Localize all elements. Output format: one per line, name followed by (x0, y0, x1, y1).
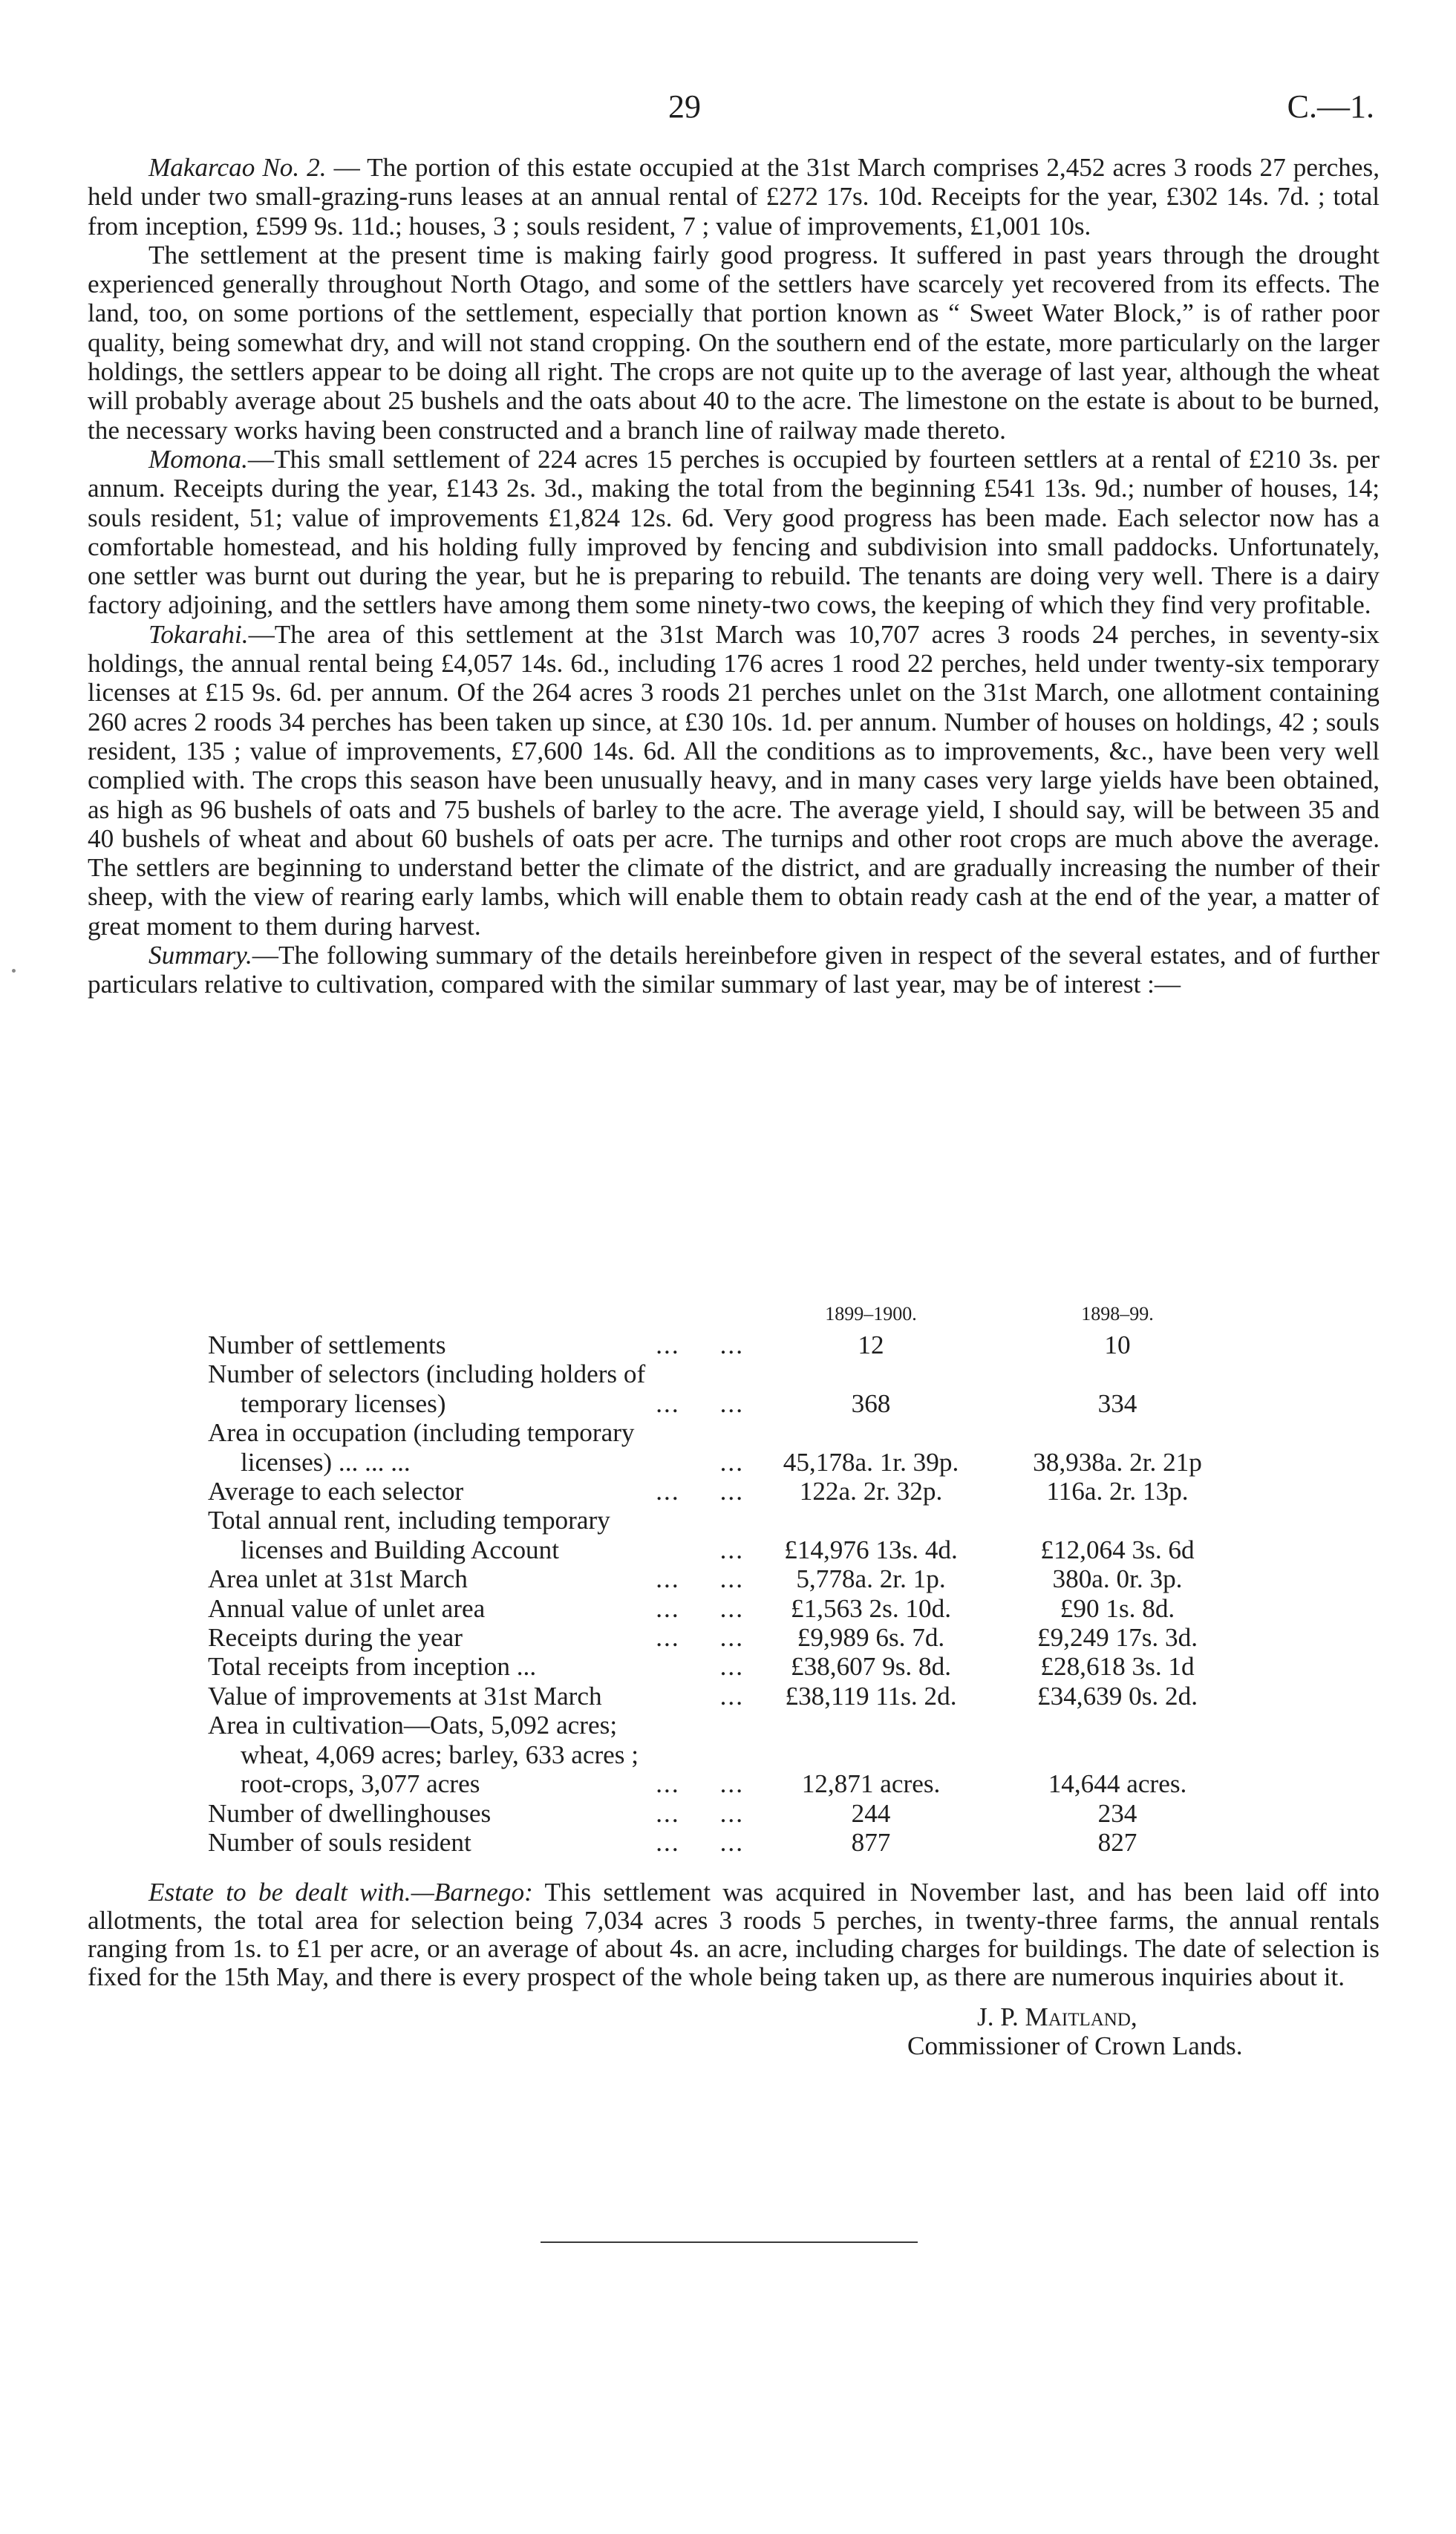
summary-label-line-wrap (208, 1477, 748, 1506)
summary-row (208, 1506, 1233, 1564)
paragraph-text: — The portion of this estate occupied at the 31st March comprises 2,452 acres 3 roods 27 perches, held under two small-grazing-runs leases at an annual rental of £272 17s. 10d. Receipts for the year, £302 14s. 7d. ; total from inception, £599 9s. 11d.; houses, 3 ; souls resident, 7 ; value of improvements, £1,001 10s. (88, 153, 1380, 241)
summary-value-1899-1900: 368 (851, 1388, 891, 1418)
summary-row (208, 1330, 1233, 1359)
signature-name: J. P. Maitland, (977, 2002, 1137, 2031)
summary-label (208, 1682, 748, 1711)
leader-dots: ... ... (656, 1827, 744, 1857)
paragraph-lead: Summary. (148, 941, 252, 970)
summary-label-line-wrap (208, 1799, 748, 1828)
summary-value-1899-1900: 12,871 acres. (801, 1769, 941, 1799)
summary-row (208, 1359, 1233, 1418)
summary-value-1899-1900: 877 (851, 1827, 891, 1857)
summary-label-line-wrap (208, 1564, 748, 1593)
summary-row (208, 1652, 1233, 1681)
summary-table (208, 1298, 1233, 1857)
summary-label-line: root-crops, 3,077 acres (241, 1769, 480, 1799)
summary-label-line: licenses) ... ... ... (241, 1447, 411, 1477)
summary-row (208, 1418, 1233, 1477)
leader-dots: ... (719, 1681, 744, 1711)
paragraph-text: This settlement was acquired in November last, and has been laid off into allotments, the total area for selection being 7,034 acres 3 roods 5 perches, in twenty-three farms, the annual rentals ranging from 1s. to £1 per acre, or an average of about 4s. an acre, including charges for buildings. The date of selection is fixed for the 15th May, and there is every prospect of the whole being taken up, as there are numerous inquiries about it. (88, 1878, 1380, 1991)
summary-label (208, 1330, 748, 1359)
summary-value-1899-1900: £1,563 2s. 10d. (790, 1593, 952, 1623)
leader-dots: ... ... (656, 1330, 744, 1359)
summary-label-line: Number of souls resident (208, 1827, 471, 1857)
summary-value-1899-1900: 45,178a. 1r. 39p. (783, 1447, 959, 1477)
summary-label-line-wrap (208, 1594, 748, 1623)
summary-header-spacer (208, 1298, 748, 1330)
summary-label-line: licenses and Building Account (241, 1535, 560, 1564)
summary-row (208, 1623, 1233, 1652)
summary-value-1898-99: 10 (1104, 1330, 1131, 1359)
leader-dots: ... ... (656, 1769, 744, 1799)
summary-label (208, 1477, 748, 1506)
summary-label (208, 1711, 748, 1798)
summary-label (208, 1652, 748, 1681)
paragraph-tokarahi (88, 620, 1380, 941)
summary-header-row (208, 1298, 1233, 1330)
summary-label (208, 1623, 748, 1652)
summary-label-line: Total annual rent, including temporary (208, 1506, 610, 1535)
summary-row (208, 1594, 1233, 1623)
summary-label-line-wrap (208, 1682, 748, 1711)
paragraph-lead: Makarcao No. 2. (148, 153, 327, 182)
summary-label-line: temporary licenses) (241, 1388, 446, 1418)
summary-label-line-wrap (208, 1623, 748, 1652)
summary-label-line-wrap (208, 1652, 748, 1681)
final-text (88, 1878, 1380, 1991)
summary-value-1899-1900: 12 (858, 1330, 884, 1359)
summary-value-1899-1900: 122a. 2r. 32p. (799, 1477, 943, 1506)
summary-label-line: Number of dwellinghouses (208, 1798, 492, 1828)
paragraph-momona (88, 445, 1380, 620)
column-head-1898-99: 1898–99. (1081, 1303, 1154, 1325)
summary-label-line: Area in occupation (including temporary (208, 1418, 635, 1448)
summary-label (208, 1799, 748, 1828)
summary-value-1899-1900: £14,976 13s. 4d. (784, 1535, 958, 1564)
paragraph-barnego (88, 1878, 1380, 1991)
paragraph-summary-intro (88, 941, 1380, 999)
leader-dots: ... ... (656, 1477, 744, 1506)
summary-label-line: Area in cultivation—Oats, 5,092 acres; (208, 1711, 618, 1740)
summary-value-1898-99: 116a. 2r. 13p. (1046, 1477, 1189, 1506)
summary-row (208, 1711, 1233, 1798)
document-reference: C.—1. (1287, 88, 1374, 125)
leader-dots: ... (719, 1447, 744, 1477)
summary-label (208, 1359, 748, 1418)
leader-dots: ... ... (656, 1798, 744, 1828)
closing-rule (541, 2241, 918, 2243)
summary-value-1899-1900: 244 (851, 1798, 891, 1828)
summary-label-line-wrap (208, 1448, 748, 1477)
summary-label-line-wrap (208, 1389, 748, 1418)
summary-label (208, 1418, 748, 1477)
summary-label-line: Value of improvements at 31st March (208, 1681, 602, 1711)
summary-value-1898-99: 234 (1097, 1798, 1137, 1828)
summary-row (208, 1564, 1233, 1593)
summary-label-line: Annual value of unlet area (208, 1593, 486, 1623)
leader-dots: ... ... (656, 1564, 744, 1594)
paragraph-text: —The following summary of the details hereinbefore given in respect of the several estates, and of further particulars relative to cultivation, compared with the similar summary of last year, may be of interest :— (88, 941, 1380, 999)
summary-label-line: Number of selectors (including holders of (208, 1359, 646, 1389)
summary-value-1898-99: 827 (1097, 1827, 1137, 1857)
paragraph-lead: Estate to be dealt with.—Barnego: (148, 1878, 533, 1907)
summary-value-1898-99: 38,938a. 2r. 21p (1033, 1447, 1202, 1477)
summary-label-line-wrap (208, 1828, 748, 1857)
paragraph-text: The settlement at the present time is making fairly good progress. It suffered in past years through the drought experienced generally throughout North Otago, and some of the settlers have scarcely yet recovered from its effects. The land, too, on some portions of the settlement, especially that portion known as “ Sweet Water Block,” is of rather poor quality, being somewhat dry, and will not stand cropping. On the southern end of the estate, more particularly on the larger holdings, the settlers appear to be doing all right. The crops are not quite up to the average of last year, although the wheat will probably average about 25 bushels and the oats about 40 to the acre. The limestone on the estate is about to be burned, the necessary works having been constructed and a branch line of railway made thereto. (88, 240, 1380, 445)
summary-value-1898-99: 380a. 0r. 3p. (1052, 1564, 1183, 1594)
summary-row (208, 1799, 1233, 1828)
summary-label-line: Number of settlements (208, 1330, 446, 1359)
summary-value-1898-99: £90 1s. 8d. (1060, 1593, 1175, 1623)
summary-label-line: Receipts during the year (208, 1623, 463, 1653)
summary-value-1898-99: 14,644 acres. (1048, 1769, 1187, 1799)
page-header (0, 88, 1456, 132)
margin-speck (12, 969, 16, 973)
summary-value-1898-99: £12,064 3s. 6d (1040, 1535, 1195, 1564)
paragraph-lead: Momona. (148, 444, 248, 474)
leader-dots: ... ... (656, 1623, 744, 1653)
column-head-1899-1900: 1899–1900. (825, 1303, 917, 1325)
leader-dots: ... (719, 1652, 744, 1682)
paragraph-lead: Tokarahi. (148, 619, 249, 649)
summary-row (208, 1682, 1233, 1711)
summary-label-line-wrap (208, 1330, 748, 1359)
paragraph-text: —The area of this settlement at the 31st March was 10,707 acres 3 roods 24 perches, in seventy-six holdings, the annual rental being £4,057 14s. 6d., including 176 acres 1 rood 22 perches, held under twenty-six temporary licenses at £15 9s. 6d. per annum. Of the 264 acres 3 roods 21 perches unlet on the 31st March, one allotment containing 260 acres 2 roods 34 perches has been taken up since, at £30 10s. 1d. per annum. Number of houses on holdings, 42 ; souls resident, 135 ; value of improvements, £7,600 14s. 6d. All the conditions as to improvements, &c., have been very well complied with. The crops this season have been unusually heavy, and in many cases very large yields have been obtained, as high as 96 bushels of oats and 75 bushels of barley to the acre. The average yield, I should say, will be between 35 and 40 bushels of wheat and about 60 bushels of oats per acre. The turnips and other root crops are much above the average. The settlers are beginning to understand better the climate of the district, and are gradually increasing the number of their sheep, with the view of rearing early lambs, which will enable them to obtain ready cash at the end of the year, a matter of great moment to them during harvest. (88, 619, 1380, 941)
summary-label-line-wrap (208, 1769, 748, 1798)
leader-dots: ... ... (656, 1388, 744, 1418)
summary-label (208, 1564, 748, 1593)
summary-label-line-wrap (208, 1535, 748, 1564)
page-number: 29 (668, 88, 701, 125)
summary-value-1899-1900: £38,607 9s. 8d. (790, 1652, 952, 1682)
summary-value-1898-99: £9,249 17s. 3d. (1036, 1623, 1198, 1653)
signature-block (907, 2002, 1243, 2061)
summary-label-line: Area unlet at 31st March (208, 1564, 468, 1594)
summary-label (208, 1594, 748, 1623)
paragraph-makarcao (88, 153, 1380, 241)
leader-dots: ... ... (656, 1593, 744, 1623)
summary-label (208, 1506, 748, 1564)
summary-value-1899-1900: 5,778a. 2r. 1p. (796, 1564, 946, 1594)
body-text (88, 153, 1380, 999)
paragraph-text: —This small settlement of 224 acres 15 perches is occupied by fourteen settlers at a rental of £210 3s. per annum. Receipts during the year, £143 2s. 3d., making the total from the beginning £541 13s. 9d.; number of houses, 14; souls resident, 51; value of improvements £1,824 12s. 6d. Very good progress has been made. Each selector now has a comfortable homestead, and his holding fully improved by fencing and subdivision into small paddocks. Unfortunately, one settler was burnt out during the year, but he is preparing to rebuild. The tenants are doing very well. There is a dairy factory adjoining, and the settlers have among them some ninety-two cows, the keeping of which they find very profitable. (88, 444, 1380, 620)
summary-label (208, 1828, 748, 1857)
summary-value-1898-99: £34,639 0s. 2d. (1036, 1681, 1198, 1711)
summary-label-line: wheat, 4,069 acres; barley, 633 acres ; (241, 1740, 639, 1769)
paragraph-settlement-progress (88, 241, 1380, 445)
leader-dots: ... (719, 1535, 744, 1564)
summary-value-1898-99: 334 (1097, 1388, 1137, 1418)
summary-value-1899-1900: £38,119 11s. 2d. (785, 1681, 957, 1711)
summary-label-line: Average to each selector (208, 1477, 464, 1506)
summary-row (208, 1828, 1233, 1857)
summary-value-1899-1900: £9,989 6s. 7d. (797, 1623, 945, 1653)
signature-title: Commissioner of Crown Lands. (907, 2031, 1243, 2061)
summary-label-line: Total receipts from inception ... (208, 1652, 537, 1682)
summary-value-1898-99: £28,618 3s. 1d (1040, 1652, 1195, 1682)
summary-row (208, 1477, 1233, 1506)
